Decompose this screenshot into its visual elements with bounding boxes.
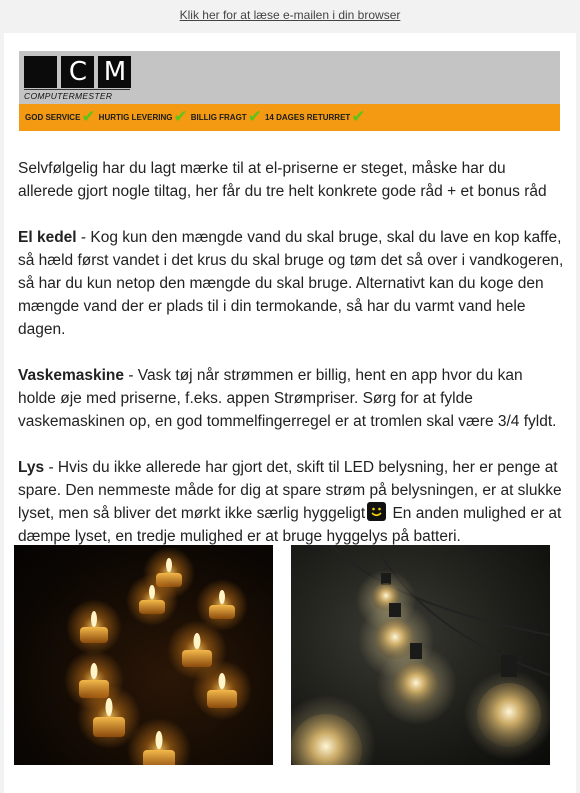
tip-el-kedel	[18, 226, 564, 341]
view-in-browser-link[interactable]: Klik her for at læse e-mailen i din browser	[179, 8, 401, 22]
string-lights-photo	[291, 545, 550, 765]
usp-item: HURTIG LEVERING ✔	[98, 107, 188, 127]
tip-text: - Vask tøj når strømmen er billig, hent en app hvor du kan holde øje med priserne, f.eks. appen Strømpriser. Sørg for at fylde vaskemaskinen op, en god tommelfingerregel er at tromlen skal være 3/4 fyldt.	[18, 367, 557, 430]
logo-area	[19, 51, 560, 104]
top-bar	[0, 0, 580, 30]
checkmark-icon: ✔	[81, 107, 96, 127]
usp-item: 14 DAGES RETURRET ✔	[264, 107, 366, 127]
checkmark-icon: ✔	[173, 107, 188, 127]
tip-title: Lys	[18, 459, 45, 476]
checkmark-icon: ✔	[247, 107, 262, 127]
smiley-icon	[367, 502, 386, 521]
checkmark-icon: ✔	[351, 107, 366, 127]
tip-text: En anden mulighed er at dæmpe lyset, en tredje mulighed er at bruge hyggelys på batteri.	[18, 505, 562, 545]
logo-divider	[24, 89, 130, 90]
tip-text: - Hvis du ikke allerede har gjort det, skift til LED belysning, her er penge at spare. Den nemmeste måde for dig at spare strøm på belysningen, er at slukke lyset, men så bliver det mørkt ikke særlig hyggeligt	[18, 459, 562, 522]
article	[18, 157, 564, 571]
logo-subtitle: COMPUTERMESTER	[24, 91, 113, 101]
tip-title: Vaskemaskine	[18, 367, 125, 384]
usp-strip	[19, 104, 560, 131]
header-banner	[19, 51, 560, 131]
logo-letter-m: M	[98, 56, 131, 88]
tip-text: - Kog kun den mængde vand du skal bruge, skal du lave en kop kaffe, så hæld først vandet i det krus du skal bruge og tøm det så over i vandkogeren, så har du kun netop den mængde du skal bruge. Alternativt kan du koge den mængde vand der er plads til i din termokande, så har du varmt vand hele dagen.	[18, 229, 564, 338]
usp-item: GOD SERVICE ✔	[25, 107, 96, 127]
tip-vaskemaskine	[18, 364, 564, 433]
usp-item: BILLIG FRAGT ✔	[190, 107, 262, 127]
tip-lys	[18, 456, 564, 548]
intro-paragraph: Selvfølgelig har du lagt mærke til at el-priserne er steget, måske har du allerede gjort nogle tiltag, her får du tre helt konkrete gode råd + et bonus råd	[18, 160, 547, 200]
candles-photo	[14, 545, 273, 765]
tip-title: El kedel	[18, 229, 77, 246]
logo-letter-c: C	[61, 56, 94, 88]
logo-block-blank	[24, 56, 57, 88]
